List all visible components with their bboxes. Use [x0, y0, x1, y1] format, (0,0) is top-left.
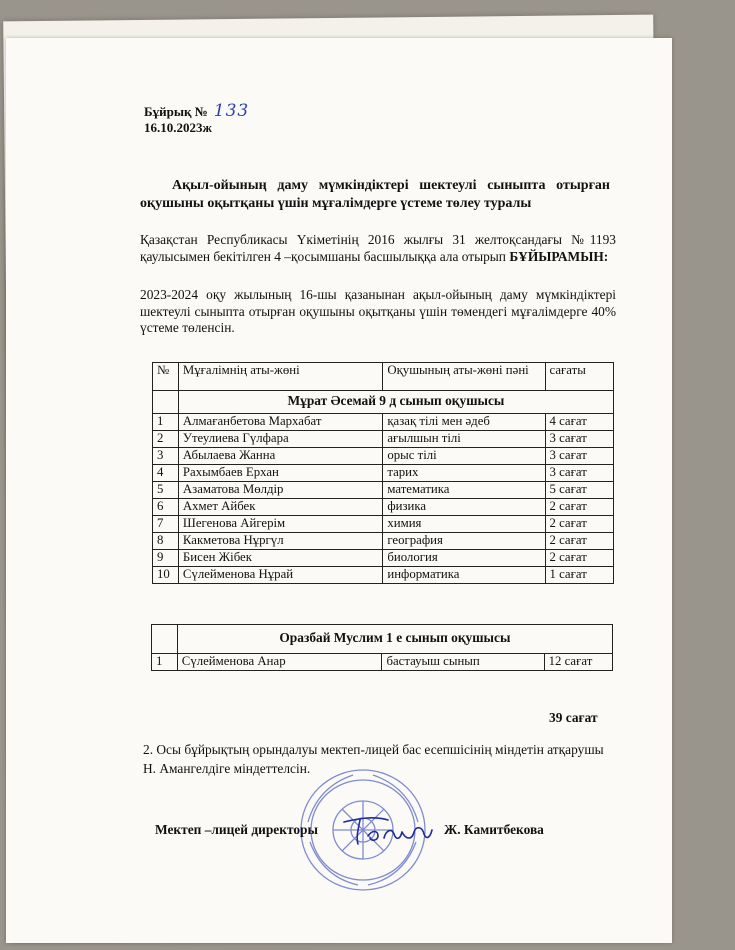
teachers-table-2: [151, 624, 613, 671]
total-hours: 39 сағат: [549, 710, 598, 725]
teacher-name: Сүлейменова Нұрай: [178, 567, 382, 584]
hours: 3 сағат: [545, 448, 614, 465]
group-spacer: [152, 625, 178, 654]
table-header-row: [153, 363, 614, 391]
group-row: [152, 625, 613, 654]
teacher-name: Абылаева Жанна: [178, 448, 382, 465]
hours: 2 сағат: [545, 550, 614, 567]
order-date: 16.10.2023ж: [144, 120, 212, 135]
table-row: [153, 567, 614, 584]
row-number: 4: [153, 465, 179, 482]
header-teacher: Мұғалімнің аты-жөні: [178, 363, 382, 391]
table-row: [153, 448, 614, 465]
row-number: 8: [153, 533, 179, 550]
row-number: 5: [153, 482, 179, 499]
subject: информатика: [383, 567, 545, 584]
group-spacer: [153, 391, 179, 414]
hours: 5 сағат: [545, 482, 614, 499]
hours: 3 сағат: [545, 431, 614, 448]
row-number: 10: [153, 567, 179, 584]
header-number: №: [153, 363, 179, 391]
row-number: 2: [153, 431, 179, 448]
subject: физика: [383, 499, 545, 516]
hours: 12 сағат: [544, 654, 612, 671]
teachers-table-1: [152, 362, 614, 584]
table-row: [153, 550, 614, 567]
subject: ағылшын тілі: [383, 431, 545, 448]
subject: математика: [383, 482, 545, 499]
subject: бастауыш сынып: [382, 654, 544, 671]
row-number: 6: [153, 499, 179, 516]
table-row: [152, 654, 613, 671]
subject: химия: [383, 516, 545, 533]
table-row: [153, 533, 614, 550]
hours: 2 сағат: [545, 516, 614, 533]
row-number: 1: [152, 654, 178, 671]
header-student-subject: Оқушының аты-жөні пәні: [383, 363, 545, 391]
table-row: [153, 499, 614, 516]
subject: қазақ тілі мен әдеб: [383, 414, 545, 431]
row-number: 3: [153, 448, 179, 465]
signature-position: Мектеп –лицей директоры: [155, 822, 318, 837]
teacher-name: Бисен Жібек: [178, 550, 382, 567]
hours: 1 сағат: [545, 567, 614, 584]
row-number: 1: [153, 414, 179, 431]
subject: орыс тілі: [383, 448, 545, 465]
order-header: [144, 103, 249, 136]
group-row: [153, 391, 614, 414]
teacher-name: Сүлейменова Анар: [177, 654, 382, 671]
hours: 3 сағат: [545, 465, 614, 482]
hours: 2 сағат: [545, 499, 614, 516]
order-label: Бұйрық №: [144, 104, 208, 119]
table-row: [153, 482, 614, 499]
teacher-name: Какметова Нұргүл: [178, 533, 382, 550]
preamble-text: Қазақстан Республикасы Үкіметінің 2016 жылғы 31 желтоқсандағы №1193 қаулысымен бекітілген 4 –қосымшаны басшылыққа ала отырып: [140, 232, 616, 264]
subject: география: [383, 533, 545, 550]
hours: 2 сағат: [545, 533, 614, 550]
teacher-name: Алмағанбетова Мархабат: [178, 414, 382, 431]
document-title: Ақыл-ойының даму мүмкіндіктері шектеулі сыныпта отырған оқушыны оқытқаны үшін мұғалімдерге үстеме төлеу туралы: [140, 178, 610, 211]
row-number: 7: [153, 516, 179, 533]
teacher-name: Ахмет Айбек: [178, 499, 382, 516]
table-row: [153, 431, 614, 448]
handwritten-signature-icon: [340, 810, 435, 850]
body-paragraph: 2023-2024 оқу жылының 16-шы қазанынан ақыл-ойының даму мүмкіндіктері шектеулі сыныпта отырған оқушыны оқытқаны үшін төмендегі мұғалімдерге 40% үстеме төленсін.: [140, 287, 616, 335]
group-title-2: Оразбай Муслим 1 е сынып оқушысы: [177, 625, 612, 654]
teacher-name: Азаматова Мөлдір: [178, 482, 382, 499]
order-number-handwritten: 133: [213, 101, 250, 121]
subject: биология: [383, 550, 545, 567]
row-number: 9: [153, 550, 179, 567]
preamble-paragraph: [140, 232, 616, 265]
group-title-1: Мұрат Әсемай 9 д сынып оқушысы: [178, 391, 613, 414]
subject: тарих: [383, 465, 545, 482]
table-row: [153, 465, 614, 482]
paragraph-2: 2. Осы бұйрықтың орындалуы мектеп-лицей бас есепшісінің міндетін атқарушы Н. Амангелдіге міндеттелсін.: [143, 742, 604, 776]
teacher-name: Рахымбаев Ерхан: [178, 465, 382, 482]
hours: 4 сағат: [545, 414, 614, 431]
table-row: [153, 516, 614, 533]
teacher-name: Утеулиева Гүлфара: [178, 431, 382, 448]
header-hours: сағаты: [545, 363, 614, 391]
table-row: [153, 414, 614, 431]
signature-name: Ж. Камитбекова: [444, 822, 544, 837]
order-word: БҰЙЫРАМЫН:: [509, 248, 609, 264]
teacher-name: Шегенова Айгерім: [178, 516, 382, 533]
